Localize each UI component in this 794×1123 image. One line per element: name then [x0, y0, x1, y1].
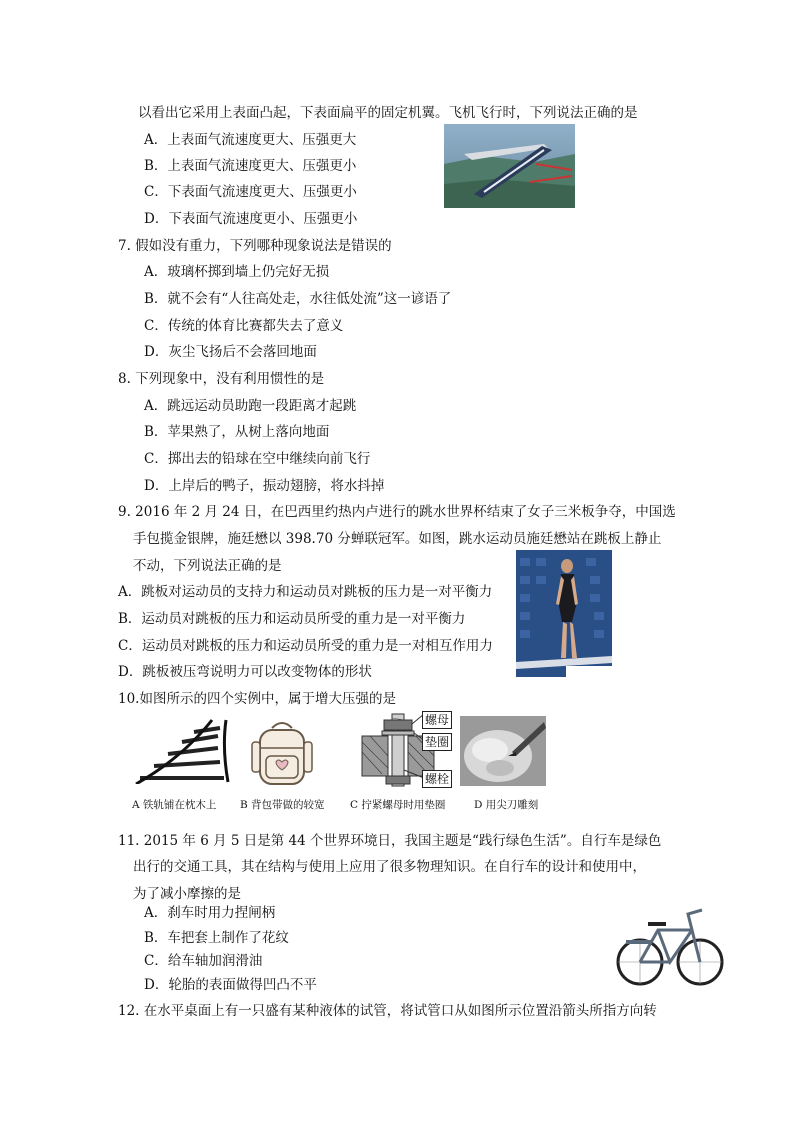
diver-photo [516, 550, 612, 677]
q7-stem: 7. 假如没有重力，下列哪种现象说法是错误的 [118, 238, 392, 254]
q8-option-c: C．掷出去的铅球在空中继续向前飞行 [144, 451, 371, 467]
q11-stem-line-1: 11. 2015 年 6 月 5 日是第 44 个世界环境日，我国主题是“践行绿色生活”。自行车是绿色 [118, 833, 662, 849]
q9-option-d: D．跳板被压弯说明力可以改变物体的形状 [118, 664, 372, 680]
q7-option-a: A．玻璃杯掷到墙上仍完好无损 [144, 264, 330, 280]
q6-option-a: A．上表面气流速度更大、压强更大 [144, 132, 357, 148]
q10-stem: 10.如图所示的四个实例中，属于增大压强的是 [118, 691, 396, 707]
caption-c: C 拧紧螺母时用垫圈 [350, 799, 446, 811]
knife-carving-photo [460, 716, 546, 786]
q11-option-d: D．轮胎的表面做得凹凸不平 [144, 977, 317, 993]
q7-option-d: D．灰尘飞扬后不会落回地面 [144, 344, 317, 360]
q6-option-c: C．下表面气流速度更大、压强更小 [144, 184, 357, 200]
q6-stem-tail: 以看出它采用上表面凸起，下表面扁平的固定机翼。飞机飞行时，下列说法正确的是 [138, 105, 638, 121]
caption-b: B 背包带做的较宽 [240, 799, 325, 811]
q11-option-c: C．给车轴加润滑油 [144, 953, 263, 969]
bolt-label: 螺栓 [422, 770, 452, 788]
q11-option-a: A．刹车时用力捏闸柄 [144, 905, 276, 921]
q9-option-a: A．跳板对运动员的支持力和运动员对跳板的压力是一对平衡力 [118, 584, 493, 600]
q9-stem-line-1: 9. 2016 年 2 月 24 日，在巴西里约热内卢进行的跳水世界杯结束了女子三米板争夺，中国选 [118, 504, 676, 520]
caption-d: D 用尖刀雕刻 [474, 799, 539, 811]
q11-stem-line-2: 出行的交通工具，其在结构与使用上应用了很多物理知识。在自行车的设计和使用中， [133, 859, 646, 875]
q8-option-a: A．跳远运动员助跑一段距离才起跳 [144, 398, 357, 414]
washer-label: 垫圈 [422, 733, 452, 751]
rail-track-image [132, 718, 232, 784]
backpack-image [246, 718, 318, 788]
q9-stem-line-2: 手包揽金银牌，施廷懋以 398.70 分蝉联冠军。如图，跳水运动员施廷懋站在跳板上静止 [133, 531, 662, 547]
bicycle-image [614, 900, 726, 990]
solar-plane-photo [444, 124, 575, 208]
q8-option-b: B．苹果熟了，从树上落向地面 [144, 424, 330, 440]
nut-label: 螺母 [422, 711, 452, 729]
q11-stem-line-3: 为了减小摩擦的是 [133, 886, 241, 902]
q12-stem: 12. 在水平桌面上有一只盛有某种液体的试管，将试管口从如图所示位置沿箭头所指方向转 [118, 1003, 657, 1019]
q6-option-d: D．下表面气流速度更小、压强更小 [144, 211, 358, 227]
q9-option-c: C．运动员对跳板的压力和运动员所受的重力是一对相互作用力 [118, 638, 493, 654]
q9-stem-line-3: 不动，下列说法正确的是 [133, 558, 282, 574]
q11-option-b: B．车把套上制作了花纹 [144, 930, 289, 946]
caption-a: A 铁轨铺在枕木上 [132, 799, 217, 811]
q8-option-d: D．上岸后的鸭子，振动翅膀，将水抖掉 [144, 478, 385, 494]
q8-stem: 8. 下列现象中，没有利用惯性的是 [118, 371, 325, 387]
q6-option-b: B．上表面气流速度更大、压强更小 [144, 158, 357, 174]
q7-option-b: B．就不会有“人往高处走，水往低处流”这一谚语了 [144, 291, 452, 307]
q9-option-b: B．运动员对跳板的压力和运动员所受的重力是一对平衡力 [118, 611, 466, 627]
q7-option-c: C．传统的体育比赛都失去了意义 [144, 318, 344, 334]
